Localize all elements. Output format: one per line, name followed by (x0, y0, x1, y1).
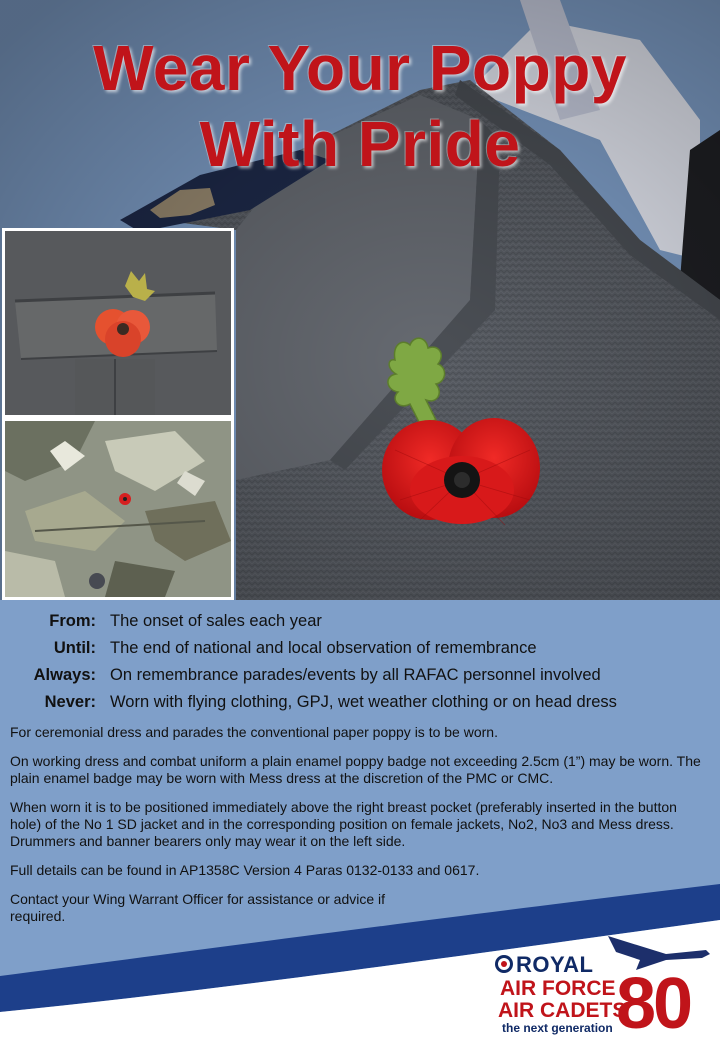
roundel-icon (494, 954, 514, 974)
logo-tagline: the next generation (502, 1021, 613, 1035)
camo-poppy-photo (2, 418, 234, 600)
rule-from (0, 608, 720, 635)
rule-text: The onset of sales each year (110, 612, 322, 630)
rule-always (0, 662, 720, 689)
paragraph-reference: Full details can be found in AP1358C Version 4 Paras 0132-0133 and 0617. (10, 862, 480, 878)
rule-label: Always: (33, 666, 96, 684)
rule-never (0, 689, 720, 716)
rule-label: Until: (53, 639, 96, 657)
rafac-80-logo (486, 932, 716, 1040)
rule-text: The end of national and local observation of remembrance (110, 639, 537, 657)
rule-text: Worn with flying clothing, GPJ, wet weather clothing or on head dress (110, 693, 617, 711)
rule-text: On remembrance parades/events by all RAFAC personnel involved (110, 666, 601, 684)
paragraph-position: When worn it is to be positioned immediately above the right breast pocket (preferably inserted in the button hole) of the No 1 SD jacket and in the corresponding position on female jackets, No2, No3 and Mess dress. Drummers and banner bearers only may wear it on the left side. (10, 799, 677, 849)
poppy-rules (0, 608, 720, 716)
paragraph-ceremonial: For ceremonial dress and parades the conventional paper poppy is to be worn. (10, 724, 498, 740)
guidance-text (10, 724, 710, 937)
rule-until (0, 635, 720, 662)
logo-air-cadets: AIR CADETS (498, 999, 627, 1022)
title-line-1: Wear Your Poppy (93, 32, 627, 104)
logo-80: 80 (616, 964, 691, 1040)
rule-label: Never: (44, 693, 96, 711)
logo-royal: ROYAL (516, 952, 594, 977)
poster-title (0, 30, 720, 182)
pocket-poppy-photo (2, 228, 234, 418)
rule-label: From: (49, 612, 96, 630)
logo-air-force: AIR FORCE (500, 977, 616, 1000)
paragraph-contact: Contact your Wing Warrant Officer for assistance or advice if required. (10, 891, 386, 924)
paragraph-working-dress: On working dress and combat uniform a plain enamel poppy badge not exceeding 2.5cm (1”) may be worn. The plain enamel badge may be worn with Mess dress at the discretion of the PMC or CMC. (10, 753, 701, 786)
title-line-2: With Pride (199, 108, 521, 180)
